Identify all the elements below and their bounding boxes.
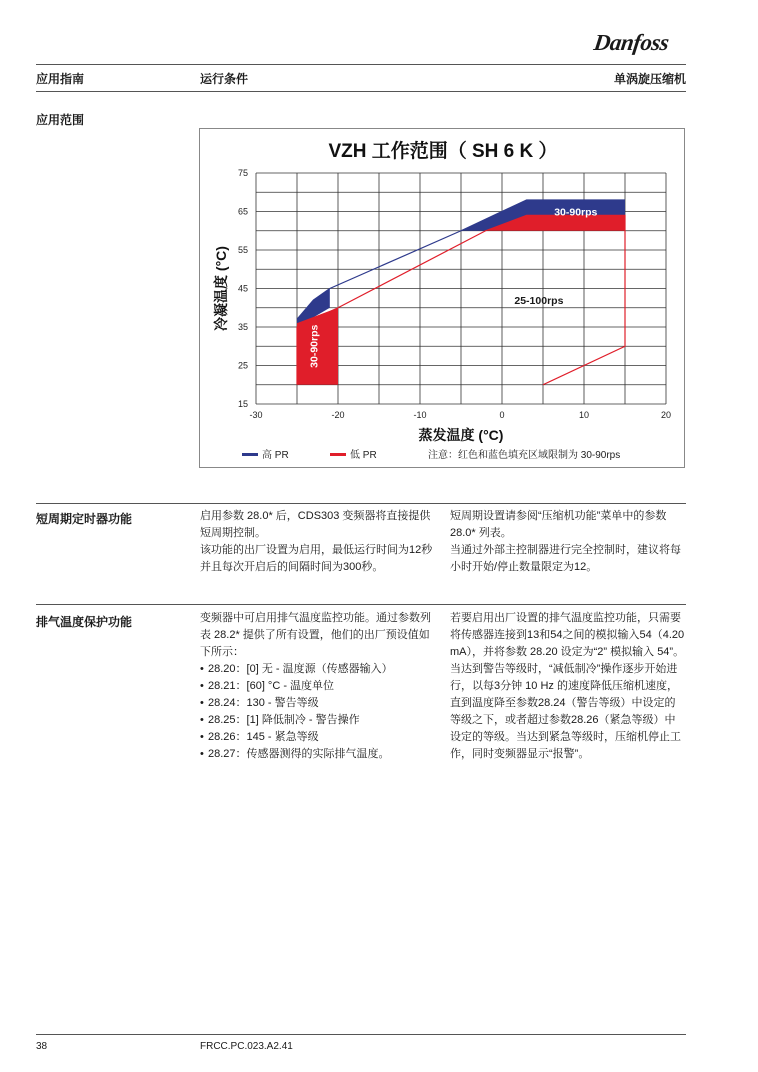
legend-swatch-high-pr [242, 453, 258, 456]
paragraph: 该功能的出厂设置为启用，最低运行时间为12秒并且每次开启后的间隔时间为300秒。 [200, 544, 433, 573]
region-annotation: 30-90rps [308, 324, 321, 368]
list-item: • 28.24：130 - 警告等级 [200, 695, 436, 712]
discharge-temp-heading: 排气温度保护功能 [36, 615, 133, 629]
x-tick-label: -10 [413, 410, 427, 420]
short-cycle-col-a [200, 508, 436, 576]
region-annotation: 25-100rps [514, 295, 564, 308]
region-annotation: 30-90rps [554, 206, 598, 219]
y-axis-label: 冷凝温度 (°C) [213, 246, 229, 331]
legend-label-low-pr: 低 PR [350, 450, 377, 461]
discharge-temp-col-b [450, 610, 686, 763]
discharge-temp-col-a [200, 610, 436, 763]
section-rule-short-cycle [36, 503, 686, 504]
x-tick-label: 10 [578, 410, 590, 420]
page-number: 38 [36, 1041, 48, 1052]
legend-label-high-pr: 高 PR [262, 450, 289, 461]
paragraph: 变频器中可启用排气温度监控功能。通过参数列表 28.2* 提供了所有设置，他们的出厂预设值如下所示： [200, 612, 431, 658]
legend-note: 注意：红色和蓝色填充区域限制为 30-90rps [428, 450, 621, 461]
list-item: • 28.26：145 - 紧急等级 [200, 729, 436, 746]
parameter-list [200, 661, 436, 763]
header-bottom-rule [36, 91, 686, 92]
x-tick-label: -30 [249, 410, 263, 420]
y-tick-label: 15 [237, 399, 248, 409]
short-cycle-col-b [450, 508, 686, 576]
danfoss-logo [594, 30, 686, 58]
paragraph: 短周期设置请参阅“压缩机功能”菜单中的参数 28.0* 列表。 [450, 510, 667, 539]
y-tick-label: 55 [237, 245, 248, 255]
y-tick-label: 65 [237, 206, 248, 217]
header-section-name: 应用指南 [36, 72, 85, 86]
list-item: • 28.20：[0] 无 - 温度源（传感器输入） [200, 661, 436, 678]
legend-swatch-low-pr [330, 453, 346, 456]
logo-text: Danfoss [592, 30, 671, 55]
list-item: • 28.25：[1] 降低制冷 - 警告操作 [200, 712, 436, 729]
operating-envelope-chart [199, 128, 685, 468]
header-product: 单涡旋压缩机 [613, 72, 686, 86]
y-tick-label: 45 [237, 283, 248, 294]
paragraph: 当通过外部主控制器进行完全控制时，建议将每小时开始/停止数量限定为12。 [450, 544, 681, 573]
chart-title: VZH 工作范围（ SH 6 K ） [328, 141, 558, 162]
section-title: 应用范围 [36, 113, 85, 127]
x-tick-label: -20 [331, 410, 345, 420]
paragraph: 启用参数 28.0* 后，CDS303 变频器将直接提供短周期控制。 [200, 510, 431, 539]
list-item: • 28.21：[60] °C - 温度单位 [200, 678, 436, 695]
footer-rule [36, 1034, 686, 1035]
paragraph: 若要启用出厂设置的排气温度监控功能，只需要将传感器连接到13和54之间的模拟输入54（4.20 mA），并将参数 28.20 设定为“2” 模拟输入 54”。当达到警告等级时，“减低制冷”操作逐步开始进行，以每3分钟 10 Hz 的速度降低压缩机速度，直到温度降至参数28.24（警告等级）中设定的等级之下，或者超过参数28.26（紧急等级）中设定的等级。当达到紧急等级时，压缩机停止工作，同时变频器显示“报警”。 [450, 612, 685, 760]
y-tick-label: 25 [237, 360, 248, 371]
chart-svg [200, 129, 686, 469]
y-tick-label: 35 [237, 322, 248, 332]
x-tick-label: 20 [660, 410, 672, 420]
header-topic: 运行条件 [200, 72, 249, 86]
list-item: • 28.27：传感器测得的实际排气温度。 [200, 746, 436, 763]
header-top-rule [36, 64, 686, 65]
x-tick-label: 0 [499, 410, 505, 420]
y-tick-label: 75 [237, 168, 248, 178]
x-axis-label: 蒸发温度 (°C) [418, 427, 504, 443]
document-code: FRCC.PC.023.A2.41 [200, 1041, 293, 1052]
short-cycle-heading: 短周期定时器功能 [36, 512, 133, 526]
section-rule-discharge-temp [36, 604, 686, 605]
